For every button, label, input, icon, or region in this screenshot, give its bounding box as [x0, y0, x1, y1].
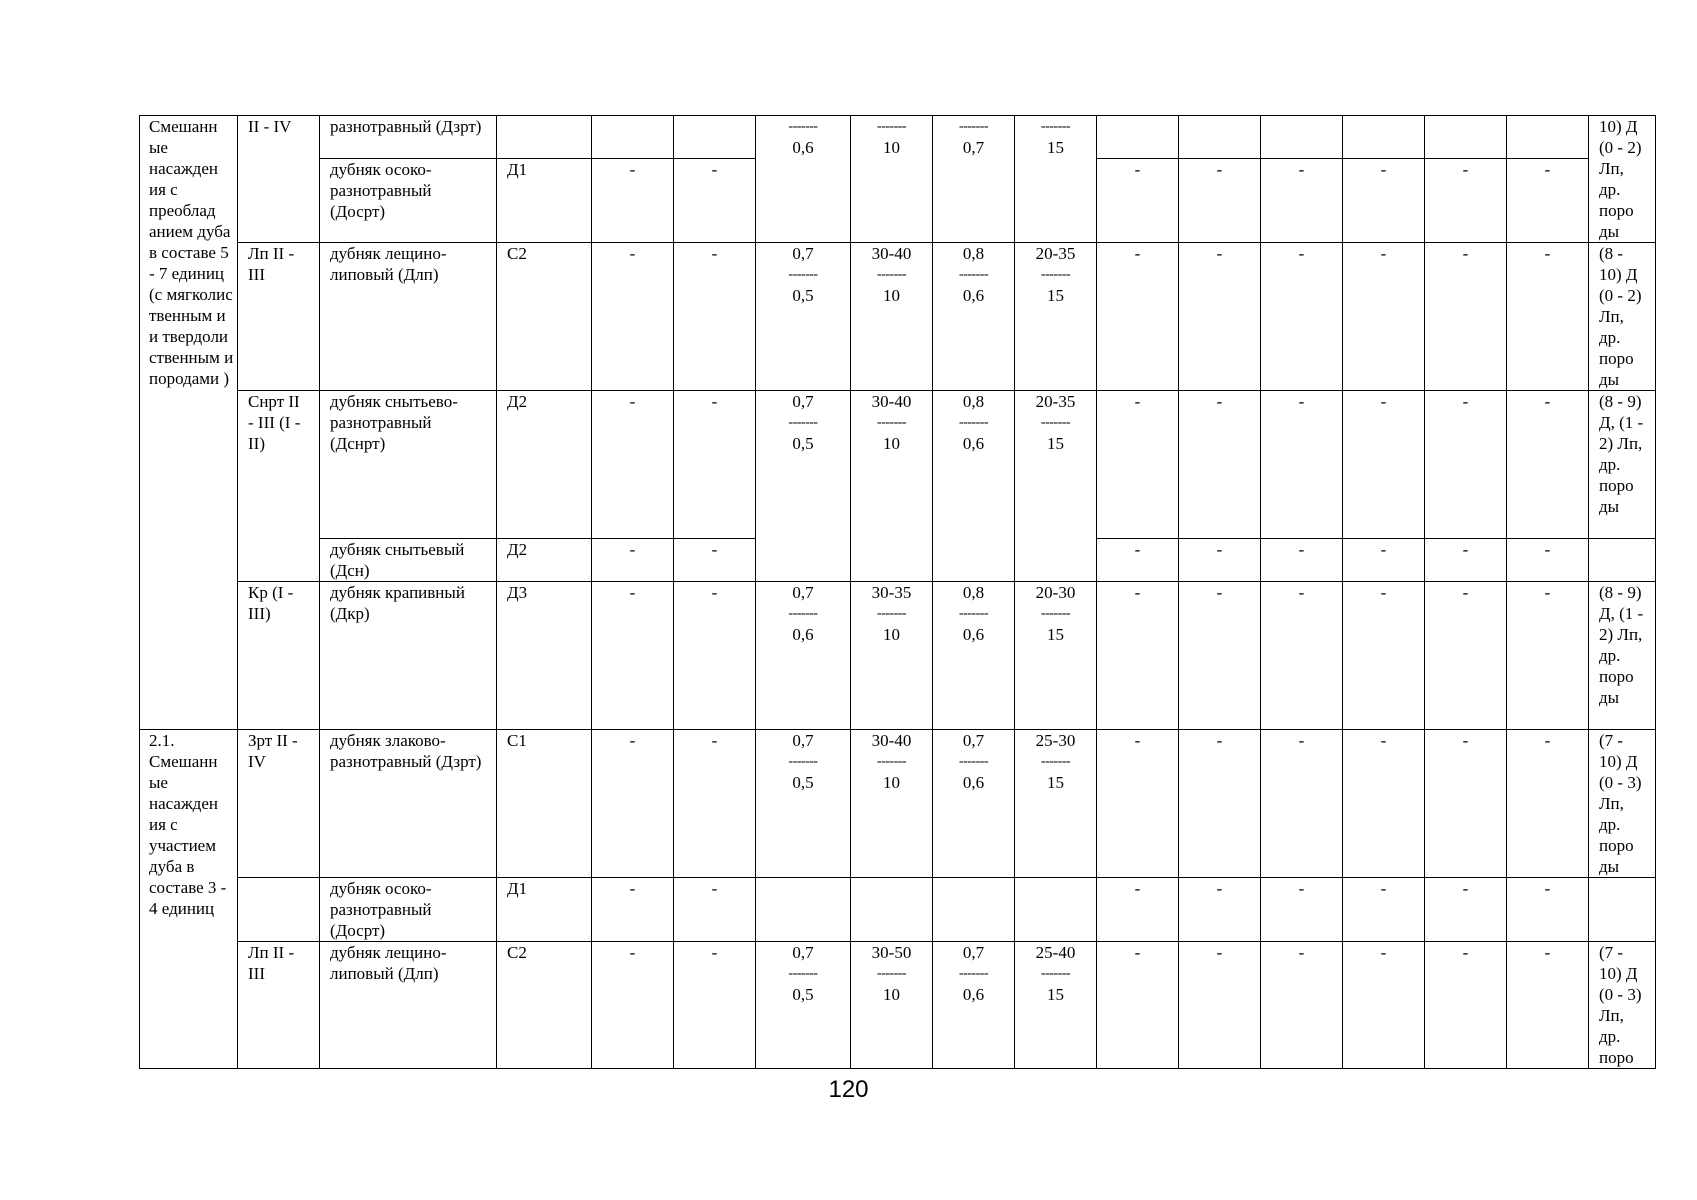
- value-cell: -: [1261, 582, 1343, 730]
- value-cell: -: [1097, 730, 1179, 878]
- fraction-value: [758, 730, 848, 793]
- type-cell: II - IV: [238, 116, 320, 243]
- fraction-value: [853, 116, 930, 158]
- value-cell: [592, 116, 674, 159]
- value-text: 0,7: [792, 583, 814, 602]
- table-body: [140, 116, 1656, 1069]
- composition-cell: (8 - 9) Д, (1 - 2) Лп, др. поро ды: [1589, 582, 1656, 730]
- fraction-line: -------: [958, 119, 989, 134]
- fraction-line: -------: [1040, 966, 1071, 981]
- value-cell: -: [1343, 243, 1425, 391]
- value-text: 10: [883, 138, 900, 157]
- fraction-value: [758, 116, 848, 158]
- fraction-value: [853, 582, 930, 645]
- value-text: 0,6: [962, 773, 985, 792]
- value-cell: -: [1507, 582, 1589, 730]
- fraction-line: -------: [1040, 267, 1071, 282]
- value-cell: -: [674, 243, 756, 391]
- code-cell: С2: [497, 942, 592, 1069]
- table-row: [140, 942, 1656, 1069]
- forest-type-cell: дубняк злаково-разнотравный (Дзрт): [320, 730, 497, 878]
- value-cell: -: [1343, 539, 1425, 582]
- value-cell: -: [1343, 582, 1425, 730]
- type-cell: Лп II - III: [238, 942, 320, 1069]
- value-cell: [1425, 116, 1507, 159]
- fraction-cell: [933, 243, 1015, 391]
- fraction-line: -------: [876, 415, 907, 430]
- value-cell: -: [592, 878, 674, 942]
- fraction-line: -------: [958, 754, 989, 769]
- value-cell: -: [1097, 391, 1179, 539]
- value-text: 15: [1047, 985, 1064, 1004]
- fraction-value: [853, 730, 930, 793]
- fraction-cell: [756, 942, 851, 1069]
- fraction-line: -------: [788, 966, 818, 981]
- type-cell: Кр (I - III): [238, 582, 320, 730]
- value-text: 30-40: [871, 244, 912, 263]
- value-text: 0,6: [962, 434, 985, 453]
- value-cell: -: [1179, 539, 1261, 582]
- code-cell: Д2: [497, 539, 592, 582]
- value-cell: -: [1425, 243, 1507, 391]
- code-cell: Д1: [497, 159, 592, 243]
- forest-type-cell: дубняк снытьевый (Дсн): [320, 539, 497, 582]
- value-cell: -: [1425, 878, 1507, 942]
- value-cell: [1261, 116, 1343, 159]
- forest-type-cell: дубняк снытьево-разнотравный (Дснрт): [320, 391, 497, 539]
- fraction-value: [935, 730, 1012, 793]
- forest-type-cell: дубняк крапивный (Дкр): [320, 582, 497, 730]
- forest-types-table: [139, 115, 1656, 1069]
- fraction-cell: [756, 116, 851, 243]
- fraction-line: -------: [876, 606, 907, 621]
- fraction-cell: [756, 243, 851, 391]
- fraction-cell: [851, 942, 933, 1069]
- value-text: 15: [1047, 138, 1064, 157]
- table-row: [140, 243, 1656, 391]
- value-cell: -: [592, 942, 674, 1069]
- fraction-cell: [851, 582, 933, 730]
- value-text: 10: [883, 985, 900, 1004]
- value-text: 0,8: [962, 244, 985, 263]
- page-number: 120: [828, 1076, 869, 1103]
- code-cell: Д1: [497, 878, 592, 942]
- value-cell: -: [1425, 391, 1507, 539]
- value-cell: -: [1343, 878, 1425, 942]
- value-text: 15: [1047, 434, 1064, 453]
- value-text: 10: [883, 434, 900, 453]
- fraction-value: [1017, 582, 1094, 645]
- value-cell: -: [1507, 539, 1589, 582]
- value-text: 0,6: [962, 286, 985, 305]
- fraction-value: [935, 243, 1012, 306]
- value-cell: [1179, 116, 1261, 159]
- value-text: 0,7: [962, 731, 985, 750]
- value-cell: -: [1261, 539, 1343, 582]
- value-cell: [1343, 116, 1425, 159]
- value-text: 0,5: [792, 985, 814, 1004]
- value-text: 0,7: [792, 731, 814, 750]
- fraction-cell: [933, 878, 1015, 942]
- fraction-cell: [756, 878, 851, 942]
- value-text: 0,7: [792, 392, 814, 411]
- fraction-value: [935, 391, 1012, 454]
- value-cell: -: [1507, 391, 1589, 539]
- type-cell: [238, 878, 320, 942]
- fraction-value: [758, 582, 848, 645]
- value-text: 20-30: [1035, 583, 1076, 602]
- table-row: [140, 582, 1656, 730]
- value-cell: -: [674, 730, 756, 878]
- value-cell: -: [1425, 159, 1507, 243]
- value-cell: -: [674, 582, 756, 730]
- fraction-line: -------: [788, 267, 818, 282]
- forest-type-cell: дубняк осоко-разнотравный (Досрт): [320, 878, 497, 942]
- fraction-line: -------: [876, 267, 907, 282]
- value-cell: -: [1507, 159, 1589, 243]
- value-cell: -: [592, 159, 674, 243]
- fraction-line: -------: [876, 966, 907, 981]
- value-cell: -: [1097, 942, 1179, 1069]
- type-cell: Снрт II - III (I - II): [238, 391, 320, 582]
- value-cell: -: [592, 539, 674, 582]
- forest-type-cell: дубняк лещино-липовый (Длп): [320, 243, 497, 391]
- fraction-value: [758, 391, 848, 454]
- fraction-value: [1017, 391, 1094, 454]
- forest-type-cell: дубняк осоко-разнотравный (Досрт): [320, 159, 497, 243]
- value-cell: -: [674, 942, 756, 1069]
- composition-cell: (7 - 10) Д (0 - 3) Лп, др. поро: [1589, 942, 1656, 1069]
- fraction-value: [1017, 243, 1094, 306]
- table-row: [140, 116, 1656, 159]
- fraction-value: [853, 391, 930, 454]
- table-row: [140, 878, 1656, 942]
- fraction-line: -------: [1040, 754, 1071, 769]
- value-text: 30-40: [871, 731, 912, 750]
- value-text: 0,8: [962, 583, 985, 602]
- value-cell: -: [1507, 243, 1589, 391]
- fraction-value: [1017, 942, 1094, 1005]
- value-text: 30-35: [871, 583, 912, 602]
- value-text: 0,7: [962, 943, 985, 962]
- value-text: 15: [1047, 286, 1064, 305]
- fraction-line: -------: [876, 119, 907, 134]
- value-cell: -: [1425, 539, 1507, 582]
- value-text: 0,7: [792, 943, 814, 962]
- value-cell: -: [1179, 159, 1261, 243]
- fraction-cell: [1015, 243, 1097, 391]
- value-text: 10: [883, 286, 900, 305]
- value-cell: -: [1097, 539, 1179, 582]
- value-cell: -: [1261, 159, 1343, 243]
- value-cell: -: [592, 730, 674, 878]
- value-cell: -: [592, 582, 674, 730]
- composition-cell: [1589, 539, 1656, 582]
- value-cell: -: [1507, 878, 1589, 942]
- fraction-value: [935, 582, 1012, 645]
- fraction-cell: [851, 243, 933, 391]
- value-cell: [1097, 116, 1179, 159]
- fraction-cell: [851, 878, 933, 942]
- fraction-cell: [933, 582, 1015, 730]
- value-text: 0,5: [792, 434, 814, 453]
- value-cell: -: [1179, 942, 1261, 1069]
- value-cell: -: [1261, 942, 1343, 1069]
- value-cell: -: [674, 159, 756, 243]
- fraction-line: -------: [1040, 119, 1071, 134]
- value-cell: -: [1261, 243, 1343, 391]
- value-text: 30-40: [871, 392, 912, 411]
- value-cell: -: [1507, 730, 1589, 878]
- group-cell: Смешанн ые насажден ия с преоблад анием дуба в составе 5 - 7 единиц (с мягколис твенным и и твердоли ственным и породами ): [140, 116, 238, 730]
- fraction-line: -------: [788, 415, 818, 430]
- fraction-cell: [851, 116, 933, 243]
- fraction-value: [853, 942, 930, 1005]
- value-cell: -: [674, 391, 756, 539]
- type-cell: Лп II - III: [238, 243, 320, 391]
- group-cell: 2.1. Смешанн ые насажден ия с участием дуба в составе 3 - 4 единиц: [140, 730, 238, 1069]
- value-cell: -: [1261, 391, 1343, 539]
- value-cell: -: [1097, 159, 1179, 243]
- value-cell: -: [1343, 391, 1425, 539]
- value-cell: -: [1179, 878, 1261, 942]
- code-cell: С1: [497, 730, 592, 878]
- fraction-cell: [756, 391, 851, 582]
- code-cell: С2: [497, 243, 592, 391]
- value-cell: -: [592, 391, 674, 539]
- fraction-line: -------: [958, 415, 989, 430]
- fraction-cell: [1015, 391, 1097, 582]
- value-cell: -: [674, 878, 756, 942]
- value-cell: -: [1425, 582, 1507, 730]
- value-text: 25-30: [1035, 731, 1076, 750]
- value-text: 0,8: [962, 392, 985, 411]
- fraction-cell: [851, 391, 933, 582]
- value-text: 25-40: [1035, 943, 1076, 962]
- value-cell: -: [1261, 730, 1343, 878]
- fraction-cell: [1015, 942, 1097, 1069]
- value-text: 0,6: [792, 138, 814, 157]
- value-text: 0,5: [792, 773, 814, 792]
- type-cell: Зрт II - IV: [238, 730, 320, 878]
- fraction-value: [758, 942, 848, 1005]
- fraction-line: -------: [958, 966, 989, 981]
- composition-cell: 10) Д (0 - 2) Лп, др. поро ды: [1589, 116, 1656, 243]
- value-text: 15: [1047, 773, 1064, 792]
- value-cell: -: [1179, 243, 1261, 391]
- fraction-cell: [933, 942, 1015, 1069]
- fraction-value: [935, 942, 1012, 1005]
- fraction-line: -------: [958, 267, 989, 282]
- fraction-line: -------: [788, 606, 818, 621]
- fraction-cell: [1015, 878, 1097, 942]
- value-cell: -: [674, 539, 756, 582]
- fraction-cell: [933, 391, 1015, 582]
- value-text: 0,6: [962, 625, 985, 644]
- value-cell: -: [1261, 878, 1343, 942]
- fraction-line: -------: [1040, 606, 1071, 621]
- code-cell: [497, 116, 592, 159]
- value-text: 0,7: [962, 138, 985, 157]
- composition-cell: [1589, 878, 1656, 942]
- fraction-cell: [756, 730, 851, 878]
- fraction-cell: [1015, 730, 1097, 878]
- fraction-line: -------: [958, 606, 989, 621]
- composition-cell: (8 - 10) Д (0 - 2) Лп, др. поро ды: [1589, 243, 1656, 391]
- value-text: 0,5: [792, 286, 814, 305]
- composition-cell: (7 - 10) Д (0 - 3) Лп, др. поро ды: [1589, 730, 1656, 878]
- value-text: 20-35: [1035, 244, 1076, 263]
- fraction-value: [758, 243, 848, 306]
- fraction-line: -------: [788, 119, 818, 134]
- fraction-cell: [756, 582, 851, 730]
- value-cell: -: [1097, 878, 1179, 942]
- value-text: 10: [883, 625, 900, 644]
- fraction-cell: [1015, 582, 1097, 730]
- value-text: 0,6: [792, 625, 814, 644]
- value-cell: -: [1179, 730, 1261, 878]
- value-text: 0,6: [962, 985, 985, 1004]
- value-text: 0,7: [792, 244, 814, 263]
- value-cell: [1507, 116, 1589, 159]
- value-cell: -: [1425, 730, 1507, 878]
- fraction-line: -------: [788, 754, 818, 769]
- fraction-line: -------: [1040, 415, 1071, 430]
- forest-type-cell: разнотравный (Дзрт): [320, 116, 497, 159]
- value-text: 15: [1047, 625, 1064, 644]
- composition-cell: (8 - 9) Д, (1 - 2) Лп, др. поро ды: [1589, 391, 1656, 539]
- value-cell: -: [1097, 582, 1179, 730]
- value-cell: -: [1343, 730, 1425, 878]
- forest-type-cell: дубняк лещино-липовый (Длп): [320, 942, 497, 1069]
- fraction-line: -------: [876, 754, 907, 769]
- value-text: 10: [883, 773, 900, 792]
- value-cell: -: [1179, 391, 1261, 539]
- fraction-cell: [1015, 116, 1097, 243]
- value-cell: -: [1425, 942, 1507, 1069]
- fraction-value: [853, 243, 930, 306]
- value-cell: -: [592, 243, 674, 391]
- value-cell: [674, 116, 756, 159]
- value-cell: -: [1343, 159, 1425, 243]
- code-cell: Д2: [497, 391, 592, 539]
- value-cell: -: [1507, 942, 1589, 1069]
- fraction-value: [935, 116, 1012, 158]
- value-cell: -: [1097, 243, 1179, 391]
- fraction-cell: [851, 730, 933, 878]
- fraction-value: [1017, 730, 1094, 793]
- table-row: [140, 730, 1656, 878]
- table-row: [140, 391, 1656, 539]
- value-cell: -: [1343, 942, 1425, 1069]
- value-text: 30-50: [871, 943, 912, 962]
- fraction-cell: [933, 730, 1015, 878]
- fraction-cell: [933, 116, 1015, 243]
- code-cell: Д3: [497, 582, 592, 730]
- value-text: 20-35: [1035, 392, 1076, 411]
- fraction-value: [1017, 116, 1094, 158]
- value-cell: -: [1179, 582, 1261, 730]
